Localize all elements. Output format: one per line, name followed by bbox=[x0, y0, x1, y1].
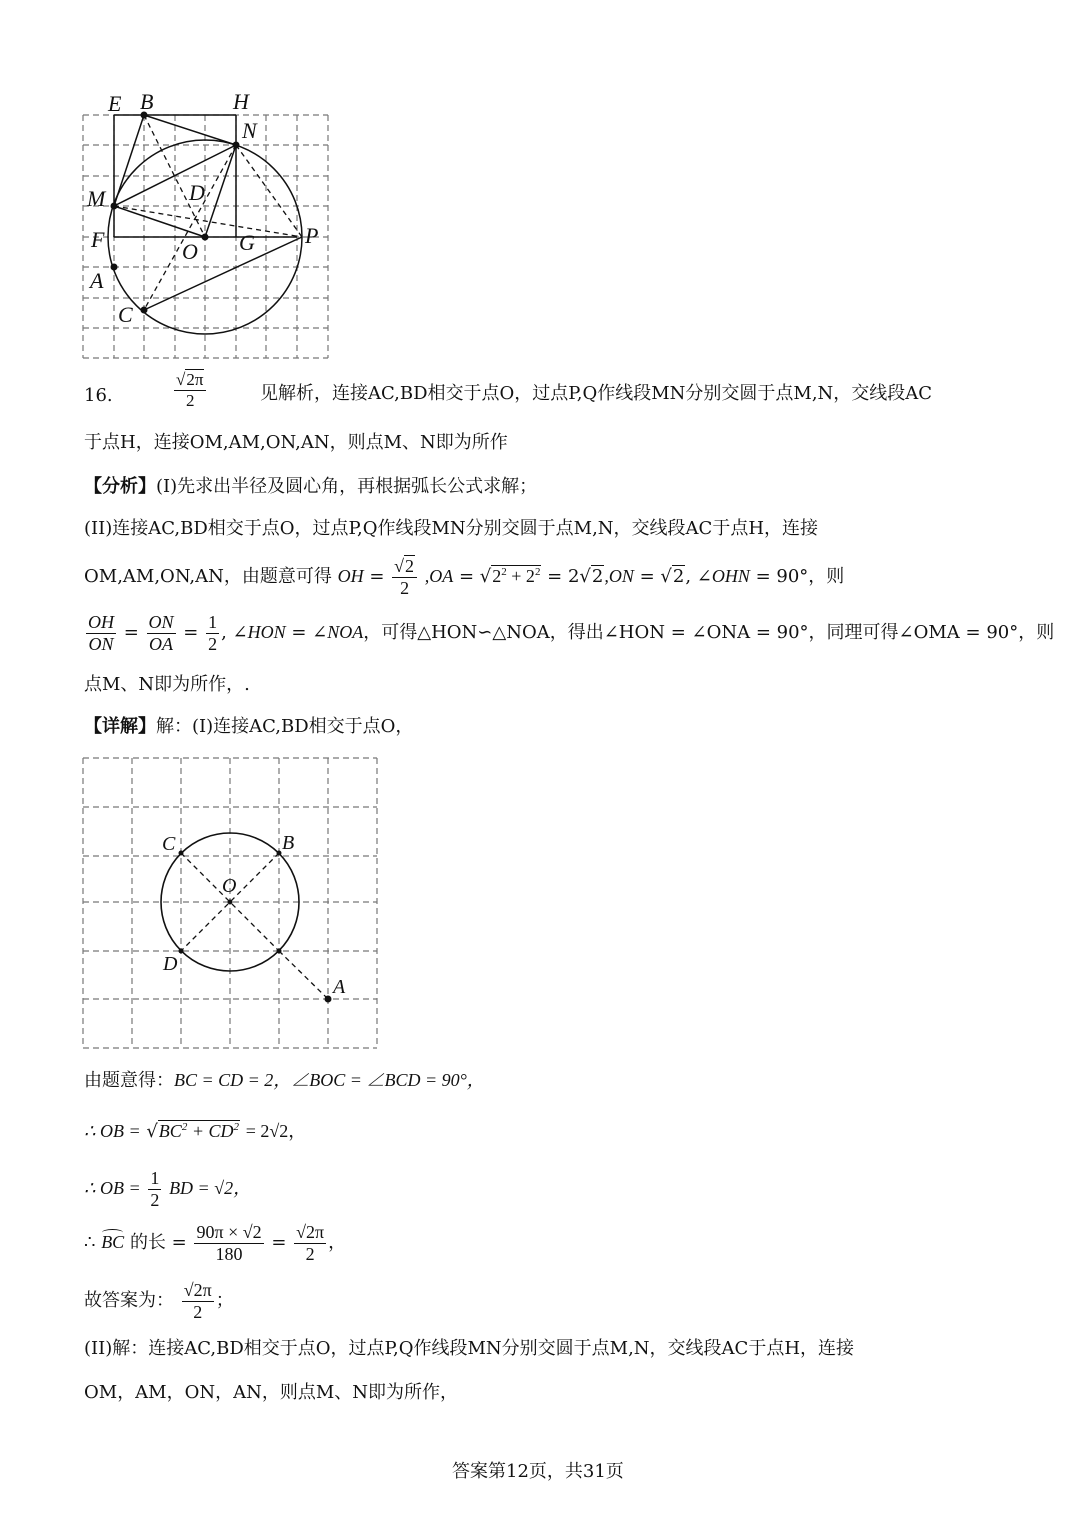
step-5-suffix: ； bbox=[215, 1290, 234, 1312]
answer-denominator: 2 bbox=[185, 390, 195, 410]
answer-fraction: $\frac{√2\pi}{2}$ bbox=[172, 370, 208, 410]
part2-line-2: OM，AM，ON，AN，则点M、N即为所作， bbox=[84, 1382, 459, 1403]
analysis-part2-line1: (II)连接AC,BD相交于点O，过点P,Q作线段MN分别交圆于点M,N，交线段AC于点H，连接 bbox=[84, 518, 819, 539]
analysis-text-1: (I)先求出半径及圆心角，再根据弧长公式求解； bbox=[156, 476, 538, 497]
step-4-frac2-den: 2 bbox=[305, 1243, 315, 1264]
detail-tag: 【详解】 bbox=[84, 716, 156, 737]
label-G: G bbox=[239, 230, 255, 255]
fig2-label-A: A bbox=[333, 976, 346, 998]
question-number: 16. bbox=[84, 385, 113, 406]
analysis-line2-a: OM,AM,ON,AN，由题意可得 bbox=[84, 566, 332, 588]
label-P: P bbox=[305, 223, 319, 248]
step-5-prefix: 故答案为： bbox=[84, 1290, 174, 1312]
label-B: B bbox=[140, 89, 154, 114]
step-1-math: BC = CD = 2，∠BOC = ∠BCD = 90°， bbox=[174, 1070, 485, 1090]
label-H: H bbox=[233, 89, 249, 114]
step-4-arc: BC bbox=[101, 1232, 125, 1253]
step-2-prefix: ∴ OB = bbox=[84, 1121, 141, 1141]
step-3-prefix: ∴ OB = bbox=[84, 1178, 141, 1199]
step-5-den: 2 bbox=[193, 1301, 203, 1322]
step-4-frac1-den: 180 bbox=[215, 1243, 243, 1264]
part2-line-1: (II)解：连接AC,BD相交于点O，过点P,Q作线段MN分别交圆于点M,N，交线段AC于点H，连接 bbox=[84, 1338, 855, 1359]
step-3-suffix: BD = √2， bbox=[169, 1178, 252, 1199]
step-4-frac1-num: 90π × √2 bbox=[196, 1222, 262, 1242]
figure-grid-circle-1 bbox=[72, 88, 342, 368]
label-E: E bbox=[108, 91, 122, 116]
analysis-tag: 【分析】 bbox=[84, 476, 156, 497]
analysis-part2-line3: $\frac{OH}{ON}$ = $\frac{ON}{OA}$ = $\frac{1}{2}$ , ∠HON = ∠NOA，可得△HON∽△NOA，得出∠HON = ∠ONA = 90°，同理可得∠OMA = 90°，则 bbox=[88, 612, 1055, 654]
step-5-num: √2π bbox=[183, 1280, 212, 1300]
step-5 bbox=[84, 1280, 234, 1322]
fig2-label-O: O bbox=[222, 875, 237, 897]
step-4-frac2-num: √2π bbox=[296, 1222, 325, 1242]
fig2-label-C: C bbox=[162, 833, 176, 855]
figure-grid-circle-2 bbox=[76, 752, 386, 1052]
label-N: N bbox=[242, 118, 257, 143]
step-1 bbox=[84, 1071, 485, 1090]
label-C: C bbox=[118, 302, 133, 327]
fig2-label-D: D bbox=[163, 953, 178, 975]
analysis-part2-line4: 点M、N即为所作，. bbox=[84, 674, 250, 695]
analysis-part2-line2: OM,AM,ON,AN，由题意可得 OH = $\frac{√2}{2}$ $,OA = √2^2 + 2^2 = 2√2,ON = √2$, ∠OHN = 90°，则 bbox=[84, 556, 845, 598]
label-M: M bbox=[87, 186, 106, 211]
analysis-line3-b: ，可得△HON∽△NOA，得出∠HON = ∠ONA = 90°，同理可得∠OMA = 90°，则 bbox=[363, 622, 1055, 644]
fig2-label-B: B bbox=[282, 832, 295, 854]
step-2-suffix: = 2√2， bbox=[245, 1121, 307, 1141]
detail-intro bbox=[84, 718, 413, 736]
answer-numerator: 2π bbox=[186, 370, 204, 389]
analysis-line2-b: ，则 bbox=[808, 566, 845, 588]
detail-text: 解：(I)连接AC,BD相交于点O， bbox=[156, 716, 414, 737]
analysis-part1 bbox=[84, 478, 537, 496]
label-D: D bbox=[189, 180, 205, 205]
label-F: F bbox=[91, 227, 105, 252]
step-1-prefix: 由题意得： bbox=[84, 1070, 174, 1091]
step-4: ∴ BC 的长 = $\frac{90\pi \times √2}{180}$ = $\frac{√2\pi}{2}$ ， bbox=[84, 1222, 347, 1264]
label-O: O bbox=[182, 239, 198, 264]
step-4-mid: 的长 = bbox=[129, 1232, 187, 1254]
answer-line-1: 见解析，连接AC,BD相交于点O，过点P,Q作线段MN分别交圆于点M,N，交线段AC bbox=[260, 383, 933, 404]
answer-line-2: 于点H，连接OM,AM,ON,AN，则点M、N即为所作 bbox=[84, 432, 508, 453]
step-3: ∴ OB = $\frac{1}{2}$ BD = √2， bbox=[84, 1168, 252, 1210]
step-2: ∴ OB = $√BC^2 + CD^2 = 2√2$， bbox=[84, 1121, 307, 1142]
label-A: A bbox=[90, 268, 104, 293]
page-footer: 答案第12页，共31页 bbox=[452, 1461, 624, 1482]
